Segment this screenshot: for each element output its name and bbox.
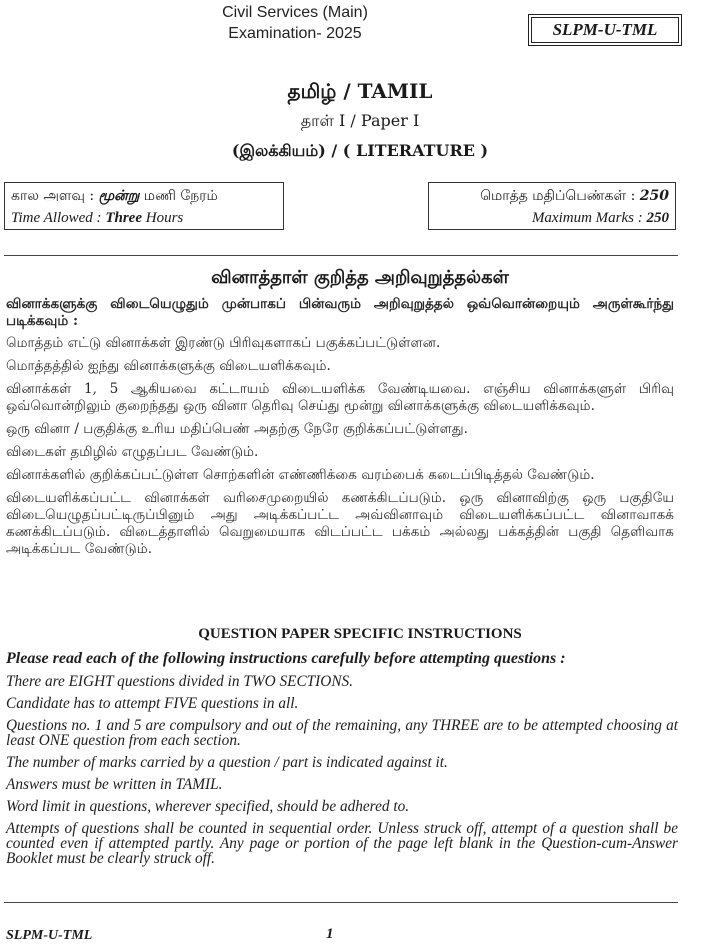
exam-name: Civil Services (Main) [222, 4, 368, 21]
tamil-instruction-item: விடைகள் தமிழில் எழுதப்பட வேண்டும். [6, 444, 259, 460]
tamil-instructions [6, 296, 674, 564]
time-allowed-box [4, 182, 284, 230]
english-instructions-heading: QUESTION PAPER SPECIFIC INSTRUCTIONS [198, 626, 522, 642]
tamil-instruction-item: வினாக்கள் 1, 5 ஆகியவை கட்டாயம் விடையளிக்க வேண்டியவை. எஞ்சிய வினாக்களுள் பிரிவு ஒவ்வொன்றிலும் குறைந்தது ஒரு வினா தெரிவு செய்து மூன்று வினாக்களுக்கு விடையளிக்கவும். [6, 381, 674, 414]
tamil-instruction-item: வினாக்களில் குறிக்கப்பட்டுள்ள சொற்களின் எண்ணிக்கை வரம்பைக் கடைப்பிடித்தல் வேண்டும். [6, 467, 595, 483]
maximum-marks-box [428, 182, 676, 230]
tamil-instruction-item: விடையளிக்கப்பட்ட வினாக்கள் வரிசைமுறையில் கணக்கிடப்படும். ஒரு வினாவிற்கு ஒரு பகுதியே விடையெழுதப்பட்டிருப்பினும் அது அடிக்கப்பட்ட அவ்வினாவும் விடையளிக்கப்பட்ட வினாவாகக் கணக்கிடப்படும். விடைத்தாளில் வெறுமையாக விடப்பட்ட பக்கம் அல்லது பக்கத்தின் பகுதி தெளிவாக அடிக்கப்பட வேண்டும். [6, 490, 674, 557]
tamil-instruction-item: மொத்தத்தில் ஐந்து வினாக்களுக்கு விடையளிக்கவும். [6, 358, 331, 374]
marks-label-english: Maximum Marks : [531, 210, 647, 226]
time-allowed-english [11, 207, 277, 229]
footer-paper-code: SLPM-U-TML [6, 928, 93, 943]
time-value-tamil: மூன்று [98, 188, 140, 204]
english-instruction-item: The number of marks carried by a question / part is indicated against it. [6, 754, 448, 771]
english-instruction-item: Attempts of questions shall be counted in sequential order. Unless struck off, attempt of a question shall be counted even if attempted partly. Any page or portion of the page left blank in the Question-cum-Answer Booklet must be clearly struck off. [6, 820, 678, 867]
tamil-instruction-item: மொத்தம் எட்டு வினாக்கள் இரண்டு பிரிவுகளாகப் பகுக்கப்பட்டுள்ளன. [6, 335, 441, 351]
marks-tamil [435, 185, 669, 207]
paper-code-box: SLPM-U-TML [531, 17, 679, 43]
tamil-instructions-lead: வினாக்களுக்கு விடையெழுதும் முன்பாகப் பின்வரும் அறிவுறுத்தல் ஒவ்வொன்றையும் அருள்கூர்ந்து படிக்கவும் : [6, 296, 674, 329]
paper-subject: (இலக்கியம்) / ( LITERATURE ) [231, 141, 489, 160]
marks-value-english: 250 [646, 210, 669, 226]
english-instruction-item: Questions no. 1 and 5 are compulsory and out of the remaining, any THREE are to be attempted choosing at least ONE question from each section. [6, 717, 678, 749]
english-instructions-lead: Please read each of the following instructions carefully before attempting questions : [6, 650, 566, 667]
time-allowed-tamil [11, 185, 277, 207]
marks-label-tamil: மொத்த மதிப்பெண்கள் : [480, 188, 640, 204]
divider-top [4, 255, 678, 256]
paper-number: தாள் I / Paper I [300, 111, 420, 130]
time-label-tamil: கால அளவு : [11, 188, 99, 204]
english-instruction-item: Answers must be written in TAMIL. [6, 776, 223, 793]
time-suffix-tamil: மணி நேரம் [139, 188, 218, 204]
divider-bottom [4, 902, 678, 903]
english-instruction-item: Word limit in questions, wherever specified, should be adhered to. [6, 798, 410, 815]
english-instructions [6, 650, 678, 873]
english-instruction-item: There are EIGHT questions divided in TWO SECTIONS. [6, 673, 354, 690]
tamil-instructions-heading: வினாத்தாள் குறித்த அறிவுறுத்தல்கள் [211, 267, 509, 288]
exam-header [0, 2, 590, 44]
time-label-english: Time Allowed : [11, 210, 106, 226]
exam-year: Examination- 2025 [228, 25, 362, 42]
time-value-english: Three [105, 210, 142, 226]
time-suffix-english: Hours [141, 210, 184, 226]
marks-value-tamil: 250 [639, 188, 669, 204]
page-number: 1 [326, 926, 334, 942]
paper-title: தமிழ் / TAMIL [287, 79, 433, 103]
tamil-instruction-item: ஒரு வினா / பகுதிக்கு உரிய மதிப்பெண் அதற்கு நேரே குறிக்கப்பட்டுள்ளது. [6, 421, 468, 437]
english-instruction-item: Candidate has to attempt FIVE questions in all. [6, 695, 299, 712]
marks-english [435, 207, 669, 229]
